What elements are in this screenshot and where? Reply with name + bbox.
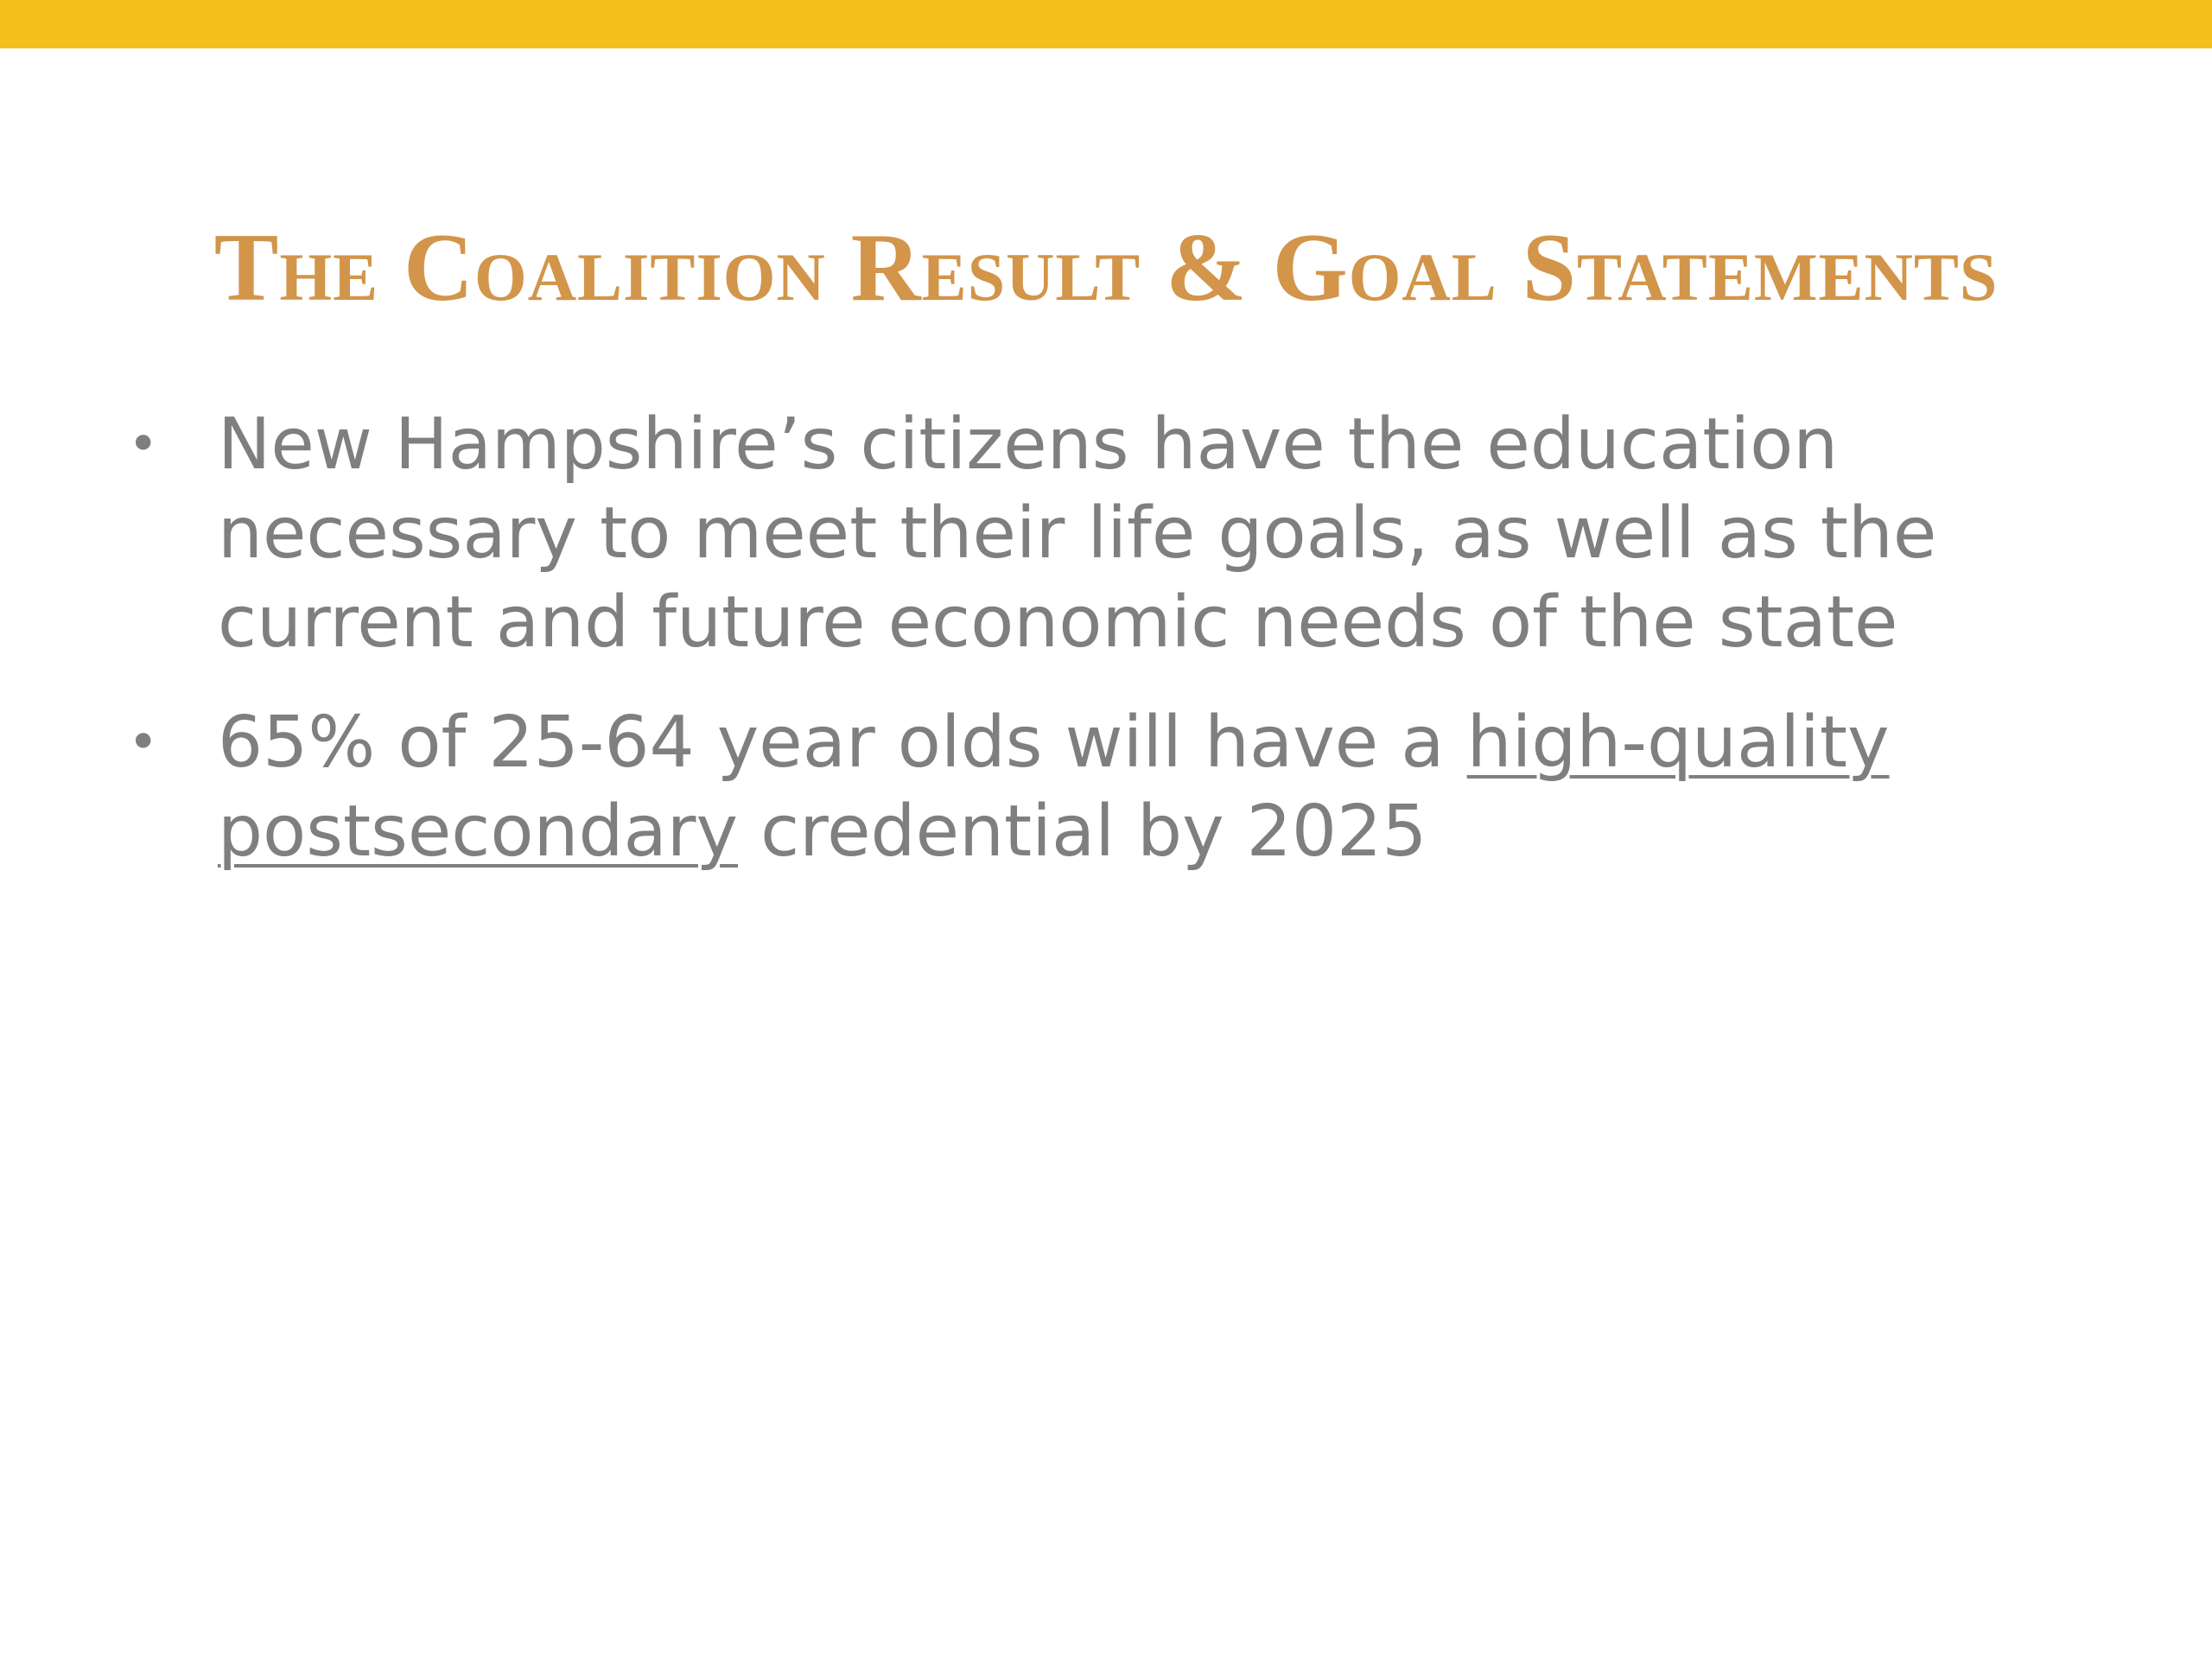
- bullet-icon: •: [128, 712, 159, 772]
- bullet-text-goal-end: credential by 2025: [738, 791, 1427, 873]
- top-accent-bar: [0, 0, 2212, 48]
- underlined-term-high-quality-postsecondary[interactable]: high-quality postsecondary: [218, 702, 1890, 873]
- bullet-item-goal: [128, 698, 2072, 876]
- bullet-list: [128, 400, 2072, 907]
- bullet-icon: •: [128, 414, 159, 474]
- bullet-text-result: New Hampshire’s citizens have the education necessary to meet their life goals, as well as the current and future economic needs of the state: [218, 404, 1937, 664]
- bullet-item-result: [128, 400, 2072, 667]
- bullet-text-goal-start: 65% of 25-64 year olds will have a: [218, 702, 1467, 784]
- slide-title: The Coalition Result & Goal Statements: [213, 214, 1999, 322]
